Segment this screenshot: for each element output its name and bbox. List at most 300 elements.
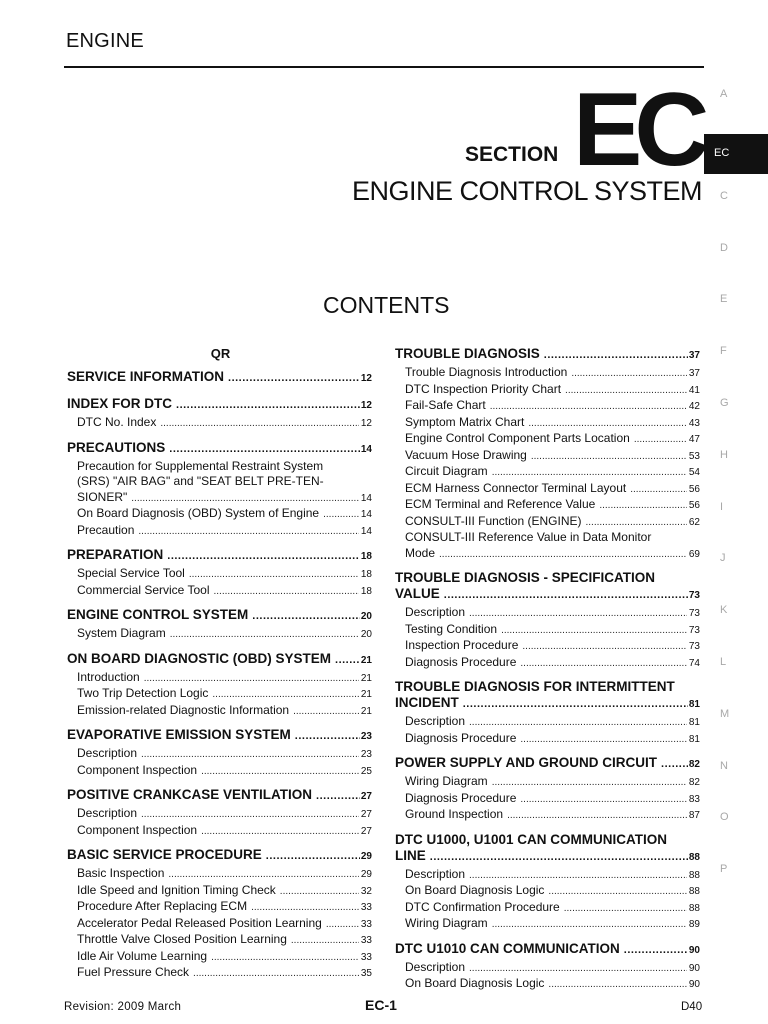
header-divider (64, 66, 704, 68)
toc-subsection-list (66, 670, 372, 720)
toc-entry-text: ECM Harness Connector Terminal Layout (405, 480, 627, 495)
toc-entry-link[interactable] (405, 960, 700, 977)
toc-entry-text: Wiring Diagram (405, 774, 488, 788)
toc-section-link[interactable] (394, 677, 700, 714)
toc-page-number: 73 (688, 608, 700, 619)
toc-section-link[interactable] (394, 830, 700, 867)
footer-model-code: D40 (681, 1001, 703, 1013)
toc-entry-text: CONSULT-III Function (ENGINE) (405, 513, 582, 528)
toc-entry-text: Testing Condition (405, 621, 498, 636)
toc-section-title: ENGINE CONTROL SYSTEM (67, 607, 249, 622)
dot-leader (251, 900, 359, 916)
toc-entry-link[interactable] (405, 867, 700, 884)
toc-section-link[interactable] (66, 785, 372, 806)
toc-section (66, 785, 372, 839)
toc-section (394, 753, 700, 824)
toc-section-title: EVAPORATIVE EMISSION SYSTEM (67, 727, 291, 742)
toc-section (66, 367, 372, 388)
dot-leader (323, 507, 359, 523)
toc-page-number: 81 (688, 717, 700, 728)
toc-section (66, 438, 372, 540)
section-tab-e[interactable]: E (720, 293, 728, 306)
dot-leader (624, 942, 688, 958)
dot-leader (160, 416, 359, 432)
dot-leader (211, 950, 359, 966)
toc-entry-link[interactable] (77, 763, 372, 780)
toc-entry-link[interactable] (405, 382, 700, 399)
toc-section-link[interactable] (66, 725, 372, 746)
toc-subsection-list (66, 459, 372, 540)
toc-entry-link[interactable] (77, 899, 372, 916)
toc-subsection-list (394, 714, 700, 747)
toc-entry-text: Trouble Diagnosis Introduction (405, 365, 568, 379)
dot-leader (634, 432, 687, 448)
toc-entry-link[interactable] (77, 746, 372, 763)
dot-leader (661, 756, 688, 772)
toc-entry-link[interactable] (405, 774, 700, 791)
dot-leader (492, 917, 687, 933)
toc-entry-text: Accelerator Pedal Released Position Learning (77, 915, 322, 930)
toc-page-number: 37 (688, 368, 700, 379)
toc-right-column (394, 344, 700, 999)
toc-entry-link[interactable] (405, 530, 700, 562)
toc-page-number: 56 (688, 500, 700, 511)
dot-leader (507, 808, 687, 824)
dot-leader (295, 728, 360, 744)
toc-section-title: DTC U1010 CAN COMMUNICATION (395, 940, 620, 956)
toc-subsection-list (66, 746, 372, 779)
toc-entry-text-line: Precaution for Supplemental Restraint System (77, 458, 324, 473)
toc-entry-link[interactable] (405, 731, 700, 748)
toc-entry-text: Vacuum Hose Drawing (405, 447, 527, 462)
toc-section-link[interactable] (66, 545, 372, 566)
toc-entry-text: Two Trip Detection Logic (77, 686, 209, 700)
toc-entry-text: Ground Inspection (405, 807, 504, 821)
dot-leader (501, 623, 687, 639)
section-tab-o[interactable]: O (720, 811, 729, 824)
toc-section-link[interactable] (394, 939, 700, 960)
dot-leader (201, 824, 359, 840)
toc-page-number: 23 (360, 731, 372, 742)
toc-page-number: 20 (360, 611, 372, 622)
toc-page-number: 32 (360, 885, 372, 897)
toc-subsection-list (66, 626, 372, 643)
toc-entry-text: Description (77, 806, 138, 820)
toc-entry-link[interactable] (77, 566, 372, 583)
dot-leader (252, 608, 360, 624)
section-tab-j[interactable]: J (720, 552, 726, 565)
section-tab-p[interactable]: P (720, 863, 728, 876)
toc-section-title-line: TROUBLE DIAGNOSIS - SPECIFICATION (395, 570, 656, 585)
toc-entry-link[interactable] (405, 514, 700, 531)
section-tab-m[interactable]: M (720, 707, 730, 720)
dot-leader (176, 397, 360, 413)
toc-page-number: 14 (360, 509, 372, 520)
toc-entry-text: On Board Diagnosis (OBD) System of Engine (77, 506, 320, 520)
toc-subsection-list (394, 605, 700, 671)
dot-leader (522, 639, 686, 655)
dot-leader (131, 491, 359, 507)
dot-leader (520, 656, 686, 672)
toc-section-link[interactable] (66, 845, 372, 866)
dot-leader (193, 966, 359, 982)
toc-entry-link[interactable] (77, 670, 372, 687)
toc-entry-text: Throttle Valve Closed Position Learning (77, 932, 287, 946)
toc-page-number: 18 (360, 585, 372, 597)
toc-section-link[interactable] (394, 568, 700, 605)
toc-entry-text: Circuit Diagram (405, 464, 488, 478)
toc-section-link[interactable] (394, 753, 700, 774)
toc-section (394, 830, 700, 933)
toc-entry-text: DTC Inspection Priority Chart (405, 381, 562, 396)
dot-leader (144, 671, 359, 687)
toc-section-title: TROUBLE DIAGNOSIS (395, 346, 540, 361)
toc-page-number: 20 (360, 629, 372, 640)
toc-page-number: 21 (360, 654, 372, 666)
section-name: ENGINE CONTROL SYSTEM (351, 176, 702, 206)
toc-section-title: POSITIVE CRANKCASE VENTILATION (67, 787, 313, 802)
toc-page-number: 33 (360, 918, 372, 930)
toc-section (66, 649, 372, 720)
toc-section-title-line: VALUE (395, 586, 440, 601)
toc-entry-text-line (405, 546, 700, 563)
toc-entry-text: Emission-related Diagnostic Information (77, 702, 290, 717)
toc-entry-text: Idle Air Volume Learning (77, 948, 208, 963)
toc-entry-link[interactable] (77, 866, 372, 883)
toc-section-link[interactable] (66, 438, 372, 459)
toc-page-number: 35 (360, 968, 372, 979)
toc-page-number: 90 (688, 944, 700, 956)
toc-page-number: 82 (688, 777, 700, 788)
toc-page-number: 41 (688, 384, 700, 396)
toc-entry-link[interactable] (77, 415, 372, 432)
dot-leader (316, 788, 360, 804)
contents-heading: CONTENTS (323, 292, 450, 318)
dot-leader (266, 848, 360, 864)
toc-entry-text: Commercial Service Tool (77, 582, 210, 597)
dot-leader (170, 627, 359, 643)
toc-entry-text: Component Inspection (77, 822, 198, 837)
toc-entry-link[interactable] (405, 622, 700, 639)
toc-page-number: 14 (360, 443, 372, 455)
dot-leader (599, 498, 687, 514)
toc-left-column (66, 345, 372, 988)
toc-entry-link[interactable] (405, 807, 700, 824)
section-code: EC (573, 72, 702, 188)
toc-entry-link[interactable] (77, 459, 372, 507)
toc-section (394, 677, 700, 747)
toc-entry-text: Diagnosis Procedure (405, 790, 517, 805)
dot-leader (548, 884, 686, 900)
toc-subsection-list (394, 960, 700, 993)
toc-page-number: 73 (688, 590, 700, 601)
dot-leader (469, 715, 687, 731)
dot-leader (463, 696, 688, 712)
toc-section (66, 545, 372, 599)
toc-page-number: 88 (688, 902, 700, 914)
dot-leader (212, 687, 358, 703)
toc-entry-text: Diagnosis Procedure (405, 654, 517, 669)
toc-subsection-list (66, 415, 372, 432)
toc-entry-text: Introduction (77, 669, 140, 684)
dot-leader (138, 524, 359, 540)
toc-entry-link[interactable] (405, 464, 700, 481)
section-tab-ec[interactable]: EC (704, 134, 768, 174)
toc-subsection-list (66, 806, 372, 839)
toc-entry-text: Description (77, 746, 138, 760)
toc-entry-text: Description (405, 959, 466, 974)
dot-leader (291, 933, 359, 949)
toc-entry-link[interactable] (405, 481, 700, 498)
toc-entry-text: DTC No. Index (77, 415, 157, 429)
toc-section-link[interactable] (66, 649, 372, 670)
toc-entry-link[interactable] (77, 932, 372, 949)
dot-leader (571, 366, 687, 382)
dot-leader (201, 764, 359, 780)
toc-page-number: 82 (688, 759, 700, 770)
toc-entry-text: On Board Diagnosis Logic (405, 883, 545, 897)
toc-page-number: 90 (688, 962, 700, 974)
toc-page-number: 29 (360, 851, 372, 862)
section-label: SECTION (465, 143, 559, 166)
toc-page-number: 27 (360, 809, 372, 820)
dot-leader (228, 370, 360, 386)
toc-section-title: SERVICE INFORMATION (67, 369, 225, 384)
dot-leader (630, 482, 687, 498)
dot-leader (544, 347, 688, 363)
toc-section-title: PRECAUTIONS (67, 439, 166, 455)
dot-leader (490, 399, 687, 415)
dot-leader (214, 584, 359, 600)
toc-entry-text-line (77, 490, 372, 507)
toc-page-number: 37 (688, 350, 700, 361)
toc-section-title-line (395, 695, 700, 713)
toc-entry-text: Engine Control Component Parts Location (405, 431, 630, 445)
toc-page-number: 56 (688, 483, 700, 495)
toc-entry-text: Description (405, 866, 466, 881)
toc-section-title: PREPARATION (67, 547, 164, 562)
toc-page-number: 21 (360, 672, 372, 684)
toc-entry-link[interactable] (77, 883, 372, 900)
toc-subsection-list (66, 566, 372, 599)
toc-page-number: 18 (360, 551, 372, 562)
toc-entry-link[interactable] (405, 415, 700, 432)
toc-page-number: 90 (688, 979, 700, 990)
dot-leader (444, 587, 688, 603)
dot-leader (531, 449, 687, 465)
engine-model-heading: QR (210, 346, 231, 361)
section-tab-a[interactable]: A (720, 88, 728, 100)
dot-leader (169, 441, 360, 457)
toc-entry-text: On Board Diagnosis Logic (405, 976, 545, 990)
toc-section-title: BASIC SERVICE PROCEDURE (67, 847, 262, 862)
toc-entry-text: SIONER" (77, 489, 128, 504)
toc-page-number: 83 (688, 793, 700, 805)
toc-entry-text: Mode (405, 545, 436, 560)
section-tab-d[interactable]: D (720, 241, 728, 254)
toc-entry-link[interactable] (77, 703, 372, 720)
toc-page-number: 33 (360, 951, 372, 963)
dot-leader (280, 884, 359, 900)
toc-entry-link[interactable] (405, 714, 700, 731)
toc-section-title: ON BOARD DIAGNOSTIC (OBD) SYSTEM (67, 650, 332, 666)
toc-entry-link[interactable] (77, 949, 372, 966)
toc-page-number: 33 (360, 935, 372, 946)
toc-entry-text: Precaution (77, 522, 135, 537)
toc-page-number: 33 (360, 902, 372, 913)
toc-entry-text: Inspection Procedure (405, 638, 519, 652)
dot-leader (520, 792, 686, 808)
toc-entry-text: Description (405, 714, 466, 728)
section-tab-k[interactable]: K (720, 604, 728, 617)
dot-leader (439, 547, 687, 563)
dot-leader (528, 416, 687, 432)
section-tab-g[interactable]: G (720, 396, 729, 409)
toc-section-title: INDEX FOR DTC (67, 396, 173, 411)
toc-entry-text: Diagnosis Procedure (405, 730, 517, 745)
toc-entry-link[interactable] (77, 523, 372, 540)
dot-leader (141, 747, 359, 763)
manual-header-title: ENGINE (66, 30, 144, 52)
dot-leader (548, 977, 686, 993)
toc-page-number: 74 (688, 657, 700, 669)
toc-page-number: 14 (360, 525, 372, 537)
toc-entry-text: Wiring Diagram (405, 916, 488, 930)
toc-entry-link[interactable] (405, 883, 700, 900)
toc-page-number: 88 (688, 869, 700, 881)
toc-subsection-list (394, 774, 700, 824)
toc-entry-link[interactable] (77, 823, 372, 840)
dot-leader (335, 652, 360, 668)
toc-entry-link[interactable] (405, 916, 700, 933)
toc-section (66, 394, 372, 432)
toc-entry-link[interactable] (405, 976, 700, 993)
toc-page-number: 47 (688, 434, 700, 445)
dot-leader (565, 383, 687, 399)
toc-entry-link[interactable] (77, 686, 372, 703)
toc-entry-link[interactable] (77, 506, 372, 523)
toc-entry-link[interactable] (77, 583, 372, 600)
toc-entry-text-line: (SRS) "AIR BAG" and "SEAT BELT PRE-TEN- (77, 474, 324, 488)
toc-page-number: 89 (688, 919, 700, 930)
toc-entry-text: Special Service Tool (77, 566, 185, 580)
dot-leader (326, 917, 359, 933)
dot-leader (430, 849, 688, 865)
toc-entry-link[interactable] (77, 806, 372, 823)
toc-section (66, 605, 372, 643)
dot-leader (492, 465, 687, 481)
toc-entry-text: System Diagram (77, 626, 166, 640)
toc-section-title-line (395, 586, 700, 604)
toc-page-number: 12 (360, 418, 372, 429)
toc-entry-link[interactable] (405, 655, 700, 672)
section-tab-c[interactable]: C (720, 189, 728, 202)
toc-subsection-list (394, 867, 700, 933)
toc-entry-text: Symptom Matrix Chart (405, 414, 525, 429)
toc-entry-link[interactable] (405, 900, 700, 917)
section-tab-i[interactable]: I (720, 500, 724, 513)
toc-entry-link[interactable] (77, 916, 372, 933)
toc-page-number: 81 (688, 733, 700, 745)
toc-subsection-list (66, 866, 372, 982)
section-tab-l[interactable]: L (720, 655, 727, 668)
toc-entry-link[interactable] (405, 605, 700, 622)
dot-leader (293, 704, 359, 720)
toc-section-link[interactable] (394, 344, 700, 365)
toc-page-number: 18 (360, 569, 372, 580)
toc-entry-text-line: CONSULT-III Reference Value in Data Monitor (405, 530, 652, 544)
dot-leader (167, 548, 360, 564)
toc-page-number: 21 (360, 705, 372, 717)
toc-page-number: 27 (360, 825, 372, 837)
toc-section-link[interactable] (66, 367, 372, 388)
toc-page-number: 21 (360, 689, 372, 700)
toc-entry-text: DTC Confirmation Procedure (405, 899, 560, 914)
toc-entry-link[interactable] (405, 398, 700, 415)
toc-entry-text: Idle Speed and Ignition Timing Check (77, 882, 276, 897)
toc-page-number: 25 (360, 765, 372, 777)
toc-entry-link[interactable] (405, 431, 700, 448)
toc-section-title-line: TROUBLE DIAGNOSIS FOR INTERMITTENT (395, 679, 675, 694)
section-index-tabs (704, 80, 768, 907)
toc-page-number: 81 (688, 699, 700, 710)
dot-leader (168, 867, 358, 883)
toc-section-link[interactable] (66, 394, 372, 415)
toc-entry-link[interactable] (405, 638, 700, 655)
toc-page-number: 12 (360, 400, 372, 411)
toc-section (66, 845, 372, 982)
toc-entry-link[interactable] (77, 965, 372, 982)
toc-section-title-line: INCIDENT (395, 695, 459, 710)
toc-page-number: 23 (360, 749, 372, 760)
toc-page-number: 88 (688, 886, 700, 897)
dot-leader (520, 732, 686, 748)
toc-entry-text: Component Inspection (77, 762, 198, 777)
toc-page-number: 14 (360, 492, 372, 504)
toc-entry-text: Basic Inspection (77, 866, 165, 880)
toc-entry-text: Fuel Pressure Check (77, 965, 190, 979)
toc-page-number: 62 (688, 516, 700, 528)
toc-section-link[interactable] (66, 605, 372, 626)
toc-page-number: 73 (688, 641, 700, 652)
dot-leader (469, 961, 687, 977)
toc-entry-link[interactable] (405, 365, 700, 382)
toc-section-title: POWER SUPPLY AND GROUND CIRCUIT (395, 755, 658, 770)
toc-section-title-line (395, 848, 700, 866)
toc-entry-link[interactable] (405, 448, 700, 465)
toc-section-title-line: DTC U1000, U1001 CAN COMMUNICATION (395, 831, 668, 847)
dot-leader (492, 775, 687, 791)
toc-page-number: 54 (688, 467, 700, 478)
toc-section (66, 725, 372, 779)
toc-entry-link[interactable] (405, 791, 700, 808)
toc-entry-link[interactable] (405, 497, 700, 514)
toc-page-number: 73 (688, 624, 700, 636)
toc-entry-text: Description (405, 605, 466, 619)
section-tab-n[interactable]: N (720, 759, 728, 772)
dot-leader (564, 901, 687, 917)
toc-subsection-list (394, 365, 700, 562)
toc-section (394, 939, 700, 993)
toc-entry-link[interactable] (77, 626, 372, 643)
dot-leader (141, 807, 359, 823)
toc-section (394, 344, 700, 562)
section-tab-f[interactable]: F (720, 345, 727, 358)
toc-section (394, 568, 700, 671)
section-tab-h[interactable]: H (720, 448, 728, 461)
footer-revision: Revision: 2009 March (64, 1001, 182, 1013)
dot-leader (585, 515, 686, 531)
